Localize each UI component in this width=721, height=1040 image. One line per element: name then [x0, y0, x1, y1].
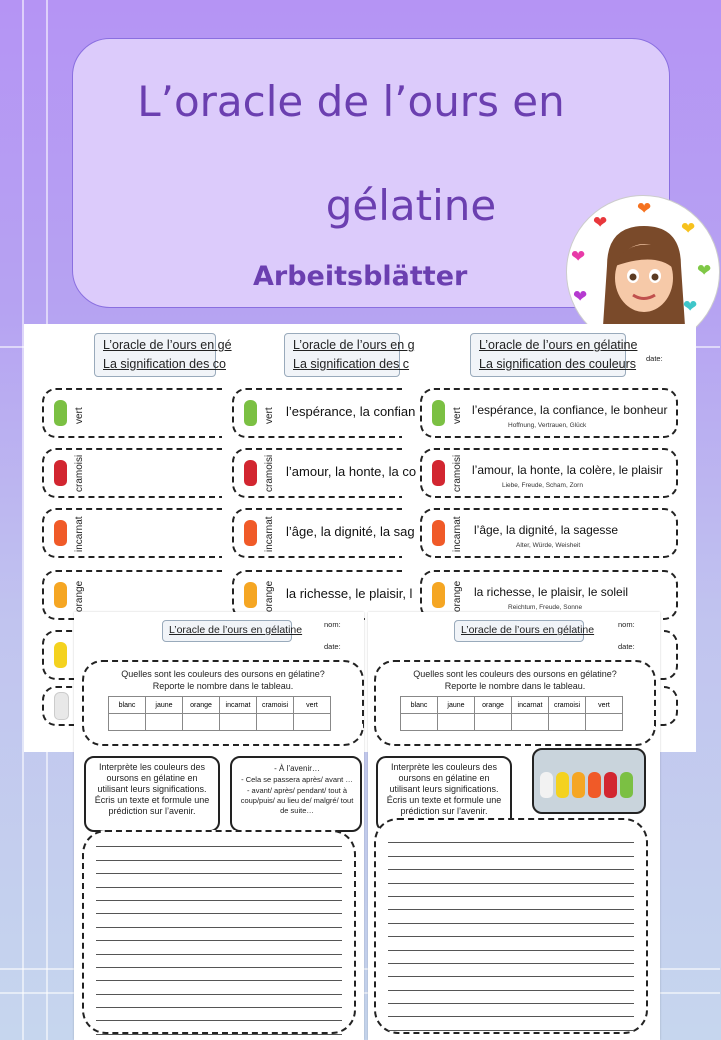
- instruction-text: Interprète les couleurs des oursons en gélatine en utilisant leurs significations. Écris un texte et formule une prédiction sur l’avenir.: [386, 762, 502, 816]
- worksheet-page-right: [368, 612, 660, 1040]
- color-count-table: [108, 696, 331, 731]
- meaning-text: la richesse, le plaisir, l: [286, 586, 413, 601]
- bear-icon: [432, 400, 445, 426]
- table-header: orange: [475, 697, 512, 714]
- table-cell[interactable]: [586, 714, 623, 731]
- translation-text: Hoffnung, Vertrauen, Glück: [508, 422, 587, 429]
- date-label: date:: [618, 642, 635, 651]
- bear-icon: [54, 692, 69, 720]
- question-line1: Quelles sont les couleurs des oursons en gélatine?: [413, 669, 617, 679]
- table-header: cramoisi: [549, 697, 586, 714]
- meaning-text: la richesse, le plaisir, le soleil: [474, 585, 629, 599]
- table-cell[interactable]: [294, 714, 331, 731]
- color-label: incarnat: [264, 516, 275, 552]
- color-label: orange: [452, 580, 463, 612]
- bear-icon: [604, 772, 617, 798]
- color-label: orange: [264, 580, 275, 612]
- table-cell[interactable]: [183, 714, 220, 731]
- bear-icon: [244, 460, 257, 486]
- cover-subtitle: Arbeitsblätter: [253, 261, 468, 292]
- meaning-text: l’âge, la dignité, la sag: [286, 524, 415, 539]
- hint-line2: - Cela se passera après/ avant …: [241, 775, 353, 784]
- question-line2: Reporte le nombre dans le tableau.: [444, 681, 586, 691]
- bear-icon: [54, 582, 67, 608]
- table-header: incarnat: [512, 697, 549, 714]
- date-label: date:: [324, 642, 341, 651]
- color-row: [42, 388, 222, 438]
- bear-icon: [572, 772, 585, 798]
- worksheet-title-text: L’oracle de l’ours en gélatine: [461, 624, 595, 636]
- bear-icon: [244, 520, 257, 546]
- color-count-table: [400, 696, 623, 731]
- sheet-title-line2: La signification des c: [293, 357, 410, 371]
- color-label: vert: [74, 407, 85, 424]
- table-header: cramoisi: [257, 697, 294, 714]
- bear-icon: [540, 772, 553, 798]
- table-cell[interactable]: [109, 714, 146, 731]
- date-label: date:: [646, 354, 663, 363]
- translation-text: Alter, Würde, Weisheit: [516, 542, 581, 549]
- table-cell[interactable]: [549, 714, 586, 731]
- question-line2: Reporte le nombre dans le tableau.: [152, 681, 294, 691]
- hint-line3: - avant/ après/ pendant/ tout à coup/puis/ au lieu de/ malgré/ tout de suite…: [240, 786, 354, 815]
- question-line1: Quelles sont les couleurs des oursons en gélatine?: [121, 669, 325, 679]
- color-label: vert: [452, 407, 463, 424]
- table-cell[interactable]: [401, 714, 438, 731]
- translation-text: Reichtum, Freude, Sonne: [508, 604, 583, 611]
- color-label: cramoisi: [264, 454, 275, 492]
- heart-icon: ❤: [697, 261, 712, 280]
- cover-title-line2: gélatine: [325, 181, 497, 230]
- color-label: vert: [264, 407, 275, 424]
- instruction-text: Interprète les couleurs des oursons en gélatine en utilisant leurs significations. Écris un texte et formule une prédiction sur l’avenir.: [94, 762, 210, 816]
- bears-photo: [532, 748, 646, 814]
- sheet-title: [470, 333, 638, 377]
- bear-icon: [54, 642, 67, 668]
- bear-icon: [432, 520, 445, 546]
- sheet-title: [94, 333, 232, 377]
- bear-icon: [432, 582, 445, 608]
- nom-label: nom:: [618, 620, 635, 629]
- sheet-title: [284, 333, 415, 377]
- bear-icon: [556, 772, 569, 798]
- bear-icon: [54, 520, 67, 546]
- meaning-text: l’amour, la honte, la colère, le plaisir: [472, 463, 663, 477]
- writing-lines[interactable]: [96, 834, 342, 1035]
- bear-icon: [54, 400, 67, 426]
- heart-icon: ❤: [637, 199, 652, 218]
- table-header: blanc: [109, 697, 146, 714]
- heart-icon: ❤: [593, 213, 608, 232]
- worksheet-title: [454, 620, 595, 642]
- table-cell[interactable]: [512, 714, 549, 731]
- sheet-title-line1: L’oracle de l’ours en g: [293, 338, 415, 352]
- table-header: jaune: [438, 697, 475, 714]
- table-cell[interactable]: [475, 714, 512, 731]
- table-header: jaune: [146, 697, 183, 714]
- color-row: [42, 448, 222, 498]
- color-row: [42, 508, 222, 558]
- table-header: vert: [586, 697, 623, 714]
- worksheet-title: [162, 620, 303, 642]
- meaning-text: l’âge, la dignité, la sagesse: [474, 523, 619, 537]
- color-label: orange: [74, 580, 85, 612]
- table-cell[interactable]: [220, 714, 257, 731]
- sheet-title-line1: L’oracle de l’ours en gélatine: [479, 338, 638, 352]
- table-header: vert: [294, 697, 331, 714]
- translation-text: Liebe, Freude, Scham, Zorn: [502, 482, 583, 489]
- sheet-title-line1: L’oracle de l’ours en gé: [103, 338, 232, 352]
- bear-icon: [244, 400, 257, 426]
- bear-icon: [620, 772, 633, 798]
- bear-icon: [244, 582, 257, 608]
- color-label: incarnat: [74, 516, 85, 552]
- nom-label: nom:: [324, 620, 341, 629]
- table-cell[interactable]: [257, 714, 294, 731]
- bear-icon: [588, 772, 601, 798]
- heart-icon: ❤: [573, 287, 588, 306]
- sheet-title-line2: La signification des co: [103, 357, 226, 371]
- worksheet-page-left: [74, 612, 364, 1040]
- cover-title-line1: L’oracle de l’ours en: [137, 77, 565, 126]
- heart-icon: ❤: [681, 219, 696, 238]
- sheet-title-line2: La signification des couleurs: [479, 357, 637, 371]
- color-label: incarnat: [452, 516, 463, 552]
- worksheet-title-text: L’oracle de l’ours en gélatine: [169, 624, 303, 636]
- color-label: cramoisi: [74, 454, 85, 492]
- meaning-text: l’espérance, la confiance, le bonheur: [472, 403, 668, 417]
- table-cell[interactable]: [146, 714, 183, 731]
- meaning-text: l’amour, la honte, la co: [286, 464, 417, 479]
- table-header: blanc: [401, 697, 438, 714]
- heart-icon: ❤: [571, 247, 586, 266]
- table-cell[interactable]: [438, 714, 475, 731]
- heart-icon: ❤: [683, 297, 698, 316]
- table-header: orange: [183, 697, 220, 714]
- bear-icon: [432, 460, 445, 486]
- hint-title: - À l’avenir…: [274, 764, 320, 773]
- writing-lines[interactable]: [388, 830, 634, 1031]
- table-header: incarnat: [220, 697, 257, 714]
- bear-icon: [54, 460, 67, 486]
- color-label: cramoisi: [452, 454, 463, 492]
- meaning-text: l’espérance, la confian: [286, 404, 416, 419]
